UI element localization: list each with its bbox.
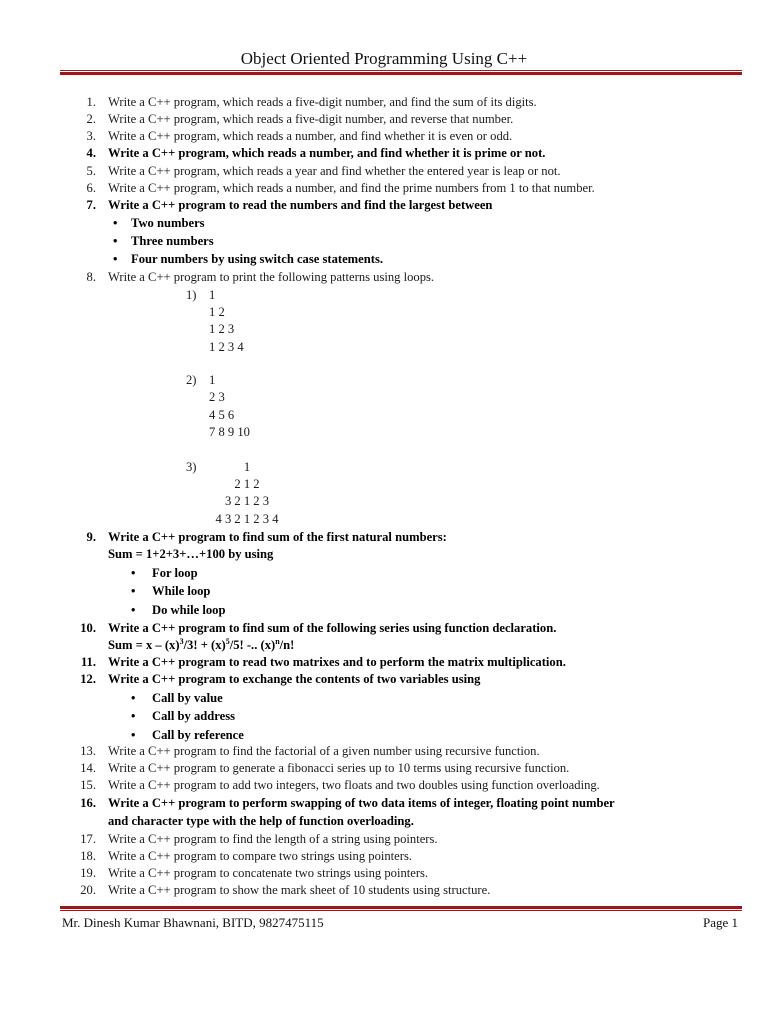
bullet-icon: • — [131, 566, 136, 580]
item-number: 14. — [80, 761, 96, 775]
item-text: Write a C++ program, which reads a five-digit number, and reverse that number. — [108, 112, 514, 126]
item-number: 6. — [86, 181, 96, 195]
bullet-icon: • — [131, 728, 136, 742]
item-number: 10. — [80, 621, 96, 635]
bullet-text: Do while loop — [152, 603, 226, 617]
bullet-icon: • — [113, 216, 118, 230]
bullet-text: Four numbers by using switch case statements. — [131, 252, 383, 266]
item-text: Write a C++ program to find the factorial of a given number using recursive function. — [108, 744, 540, 758]
pattern-label: 3) — [186, 460, 197, 474]
bullet-text: Call by address — [152, 709, 236, 723]
item-number: 11. — [80, 655, 96, 669]
item-number: 13. — [80, 744, 96, 758]
bullet-text: Three numbers — [131, 234, 214, 248]
pattern-row: 1 — [243, 460, 251, 474]
footer-page-number: Page 1 — [702, 915, 738, 930]
item-number: 20. — [80, 883, 96, 897]
item-text: Write a C++ program to generate a fibonacci series up to 10 terms using recursive function. — [108, 761, 570, 775]
item-text: Write a C++ program to find sum of the following series using function declaration. — [108, 621, 557, 635]
item-number: 2. — [86, 112, 96, 126]
item-text: Write a C++ program to concatenate two strings using pointers. — [108, 866, 429, 880]
bullet-icon: • — [131, 709, 136, 723]
pattern-label: 1) — [186, 288, 197, 302]
item-number: 3. — [86, 129, 96, 143]
pattern-row: 1 — [209, 288, 216, 302]
item-number: 17. — [80, 832, 96, 846]
header-rule-thin — [60, 70, 742, 71]
bullet-text: For loop — [152, 566, 198, 580]
bullet-text: Call by value — [152, 691, 223, 705]
item-text: Write a C++ program to read the numbers and find the largest between — [108, 198, 493, 212]
pattern-row: 1 2 3 4 — [209, 340, 244, 354]
pattern-label: 2) — [186, 373, 197, 387]
item-number: 4. — [86, 146, 96, 160]
footer-author: Mr. Dinesh Kumar Bhawnani, BITD, 9827475115 — [62, 915, 324, 930]
footer-rule-thick — [60, 906, 742, 909]
item-text: Write a C++ program to exchange the contents of two variables using — [108, 672, 481, 686]
pattern-row: 1 2 — [209, 305, 225, 319]
item-text: Write a C++ program to compare two strings using pointers. — [108, 849, 412, 863]
item-text: Write a C++ program to read two matrixes and to perform the matrix multiplication. — [108, 655, 566, 669]
item-text: Write a C++ program, which reads a number, and find whether it is prime or not. — [108, 146, 546, 160]
pattern-row: 2 1 2 — [234, 477, 260, 491]
series-formula: Sum = x – $(x)^3/3$! + $(x)^5/5$! -.. $(x)^n/n$! — [108, 636, 295, 652]
bullet-text: While loop — [152, 584, 211, 598]
bullet-icon: • — [113, 252, 118, 266]
item-text: Write a C++ program, which reads a five-digit number, and find the sum of its digits. — [108, 95, 537, 109]
item-text: Write a C++ program to perform swapping of two data items of integer, floating point number — [108, 796, 615, 810]
item-number: 8. — [86, 270, 96, 284]
item-number: 18. — [80, 849, 96, 863]
item-text: Write a C++ program to show the mark sheet of 10 students using structure. — [108, 883, 491, 897]
header-rule-thick — [60, 72, 742, 75]
item-number: 1. — [86, 95, 96, 109]
item-number: 7. — [86, 198, 96, 212]
item-number: 16. — [80, 796, 96, 810]
item-text: Write a C++ program, which reads a number, and find whether it is even or odd. — [108, 129, 513, 143]
item-number: 5. — [86, 164, 96, 178]
item-text: Write a C++ program to find the length of a string using pointers. — [108, 832, 438, 846]
bullet-icon: • — [131, 603, 136, 617]
page-title: Object Oriented Programming Using C++ — [240, 49, 528, 68]
item-text: Write a C++ program to find sum of the first natural numbers: — [108, 530, 447, 544]
footer-rule-thin — [60, 910, 742, 911]
formula-text: Sum = 1+2+3+…+100 by using — [108, 547, 274, 561]
item-number: 9. — [86, 530, 96, 544]
pattern-row: 4 5 6 — [209, 408, 235, 422]
pattern-row: 3 2 1 2 3 — [224, 494, 270, 508]
item-text-continued: and character type with the help of function overloading. — [108, 814, 414, 828]
item-number: 19. — [80, 866, 96, 880]
bullet-icon: • — [131, 584, 136, 598]
pattern-row: 1 — [209, 373, 216, 387]
bullet-text: Call by reference — [152, 728, 244, 742]
item-text: Write a C++ program to add two integers, two floats and two doubles using function overloading. — [108, 778, 600, 792]
bullet-icon: • — [131, 691, 136, 705]
pattern-row: 1 2 3 — [209, 322, 235, 336]
pattern-row: 7 8 9 10 — [209, 425, 250, 439]
item-text: Write a C++ program to print the following patterns using loops. — [108, 270, 435, 284]
bullet-text: Two numbers — [131, 216, 205, 230]
item-text: Write a C++ program, which reads a year and find whether the entered year is leap or not. — [108, 164, 561, 178]
pattern-row: 4 3 2 1 2 3 4 — [215, 512, 279, 526]
item-number: 15. — [80, 778, 96, 792]
pattern-row: 2 3 — [209, 390, 225, 404]
bullet-icon: • — [113, 234, 118, 248]
item-text: Write a C++ program, which reads a number, and find the prime numbers from 1 to that number. — [108, 181, 595, 195]
item-number: 12. — [80, 672, 96, 686]
